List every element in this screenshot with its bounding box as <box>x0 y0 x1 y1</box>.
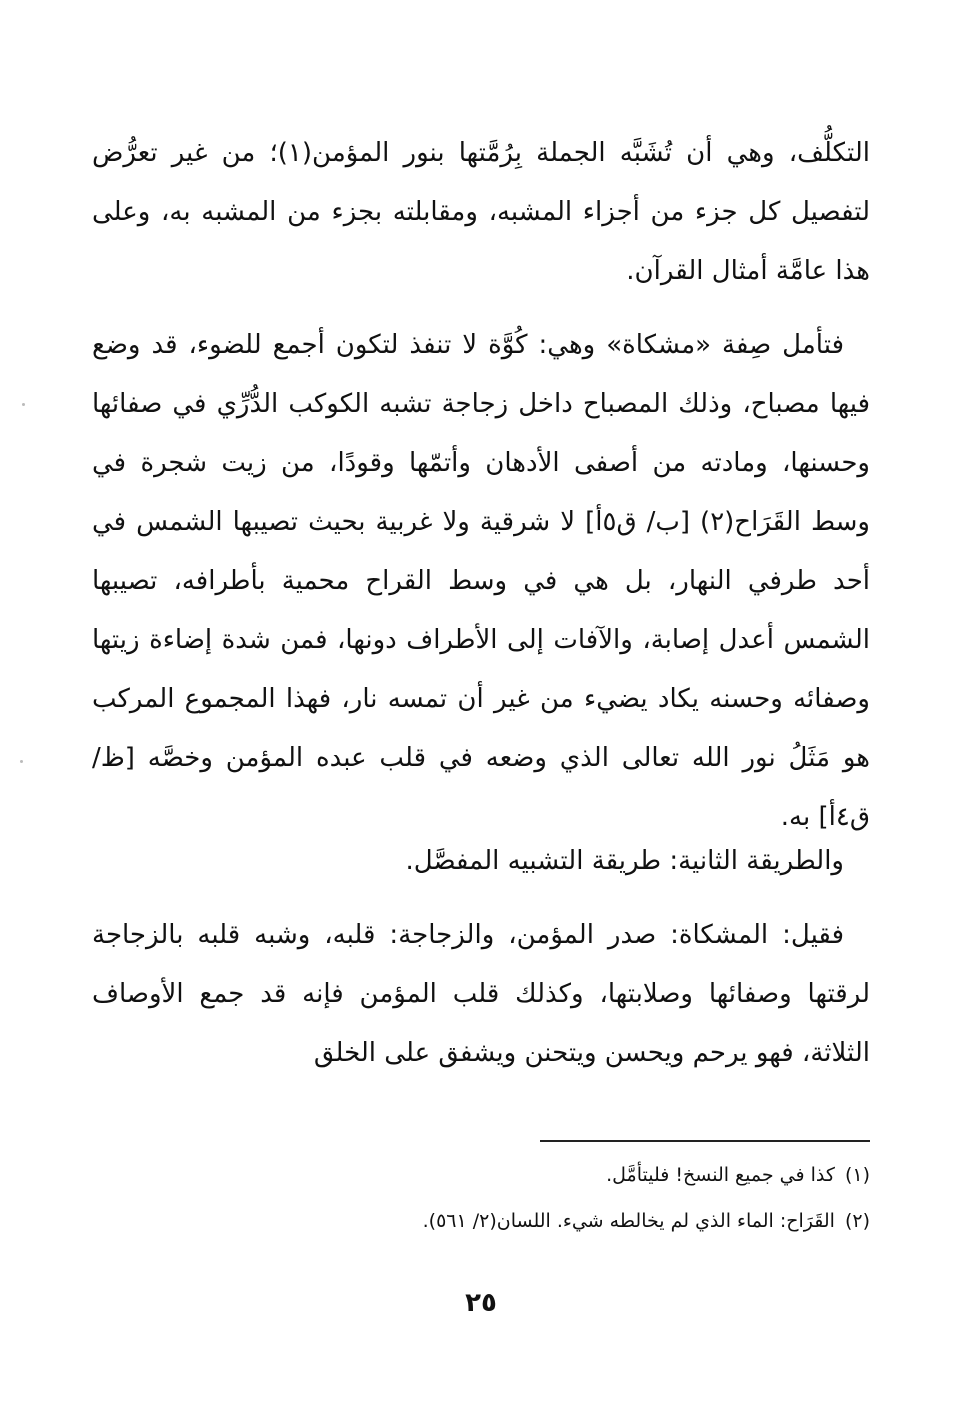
paragraph-4: فقيل: المشكاة: صدر المؤمن، والزجاجة: قلبه، وشبه قلبه بالزجاجة لرقتها وصفائها وصلابتها، وكذلك قلب المؤمن فإنه قد جمع الأوصاف الثلاثة، فهو يرحم ويحسن ويتحنن ويشفق على الخلق <box>92 920 870 1068</box>
paragraph-2: فتأمل صِفة «مشكاة» وهي: كُوَّة لا تنفذ لتكون أجمع للضوء، قد وضع فيها مصباح، وذلك المصباح داخل زجاجة تشبه الكوكب الدُّرِّي في صفائها وحسنها، ومادته من أصفى الأدهان وأتمّها وقودًا، من زيت شجرة في وسط القَرَاح(٢) [ب/ ق٥أ] لا شرقية ولا غربية بحيث تصيبها الشمس في أحد طرفي النهار، بل هي في وسط القراح محمية بأطرافه، تصيبها الشمس أعدل إصابة، والآفات إلى الأطراف دونها، فمن شدة إضاءة زيتها وصفائه وحسنه يكاد يضيء من غير أن تمسه نار، فهذا المجموع المركب هو مَثَلُ نور الله تعالى الذي وضعه في قلب عبده المؤمن وخصَّه [ظ/ ق٤أ] به. <box>92 330 870 832</box>
footnote-2-text: القَرَاح: الماء الذي لم يخالطه شيء. اللسان(٢/ ٥٦١). <box>422 1210 835 1232</box>
footnote-divider <box>540 1140 870 1142</box>
footnote-1-number: (١) <box>844 1164 870 1186</box>
footnote-2 <box>92 1208 870 1234</box>
scan-speck <box>20 760 23 763</box>
footnote-2-number: (٢) <box>844 1210 870 1232</box>
page-number: ٢٥ <box>465 1288 497 1318</box>
footnote-1-text: كذا في جميع النسخ! فليتأمَّل. <box>606 1164 835 1186</box>
footnote-1 <box>92 1162 870 1188</box>
scan-speck <box>22 403 25 406</box>
paragraph-3: والطريقة الثانية: طريقة التشبيه المفصَّل. <box>405 846 844 876</box>
paragraph-1: التكلُّف، وهي أن تُشَبَّه الجملة بِرُمَّتها بنور المؤمن(١)؛ من غير تعرُّض لتفصيل كل جزء من أجزاء المشبه، ومقابلته بجزء من المشبه به، وعلى هذا عامَّة أمثال القرآن. <box>92 138 870 286</box>
